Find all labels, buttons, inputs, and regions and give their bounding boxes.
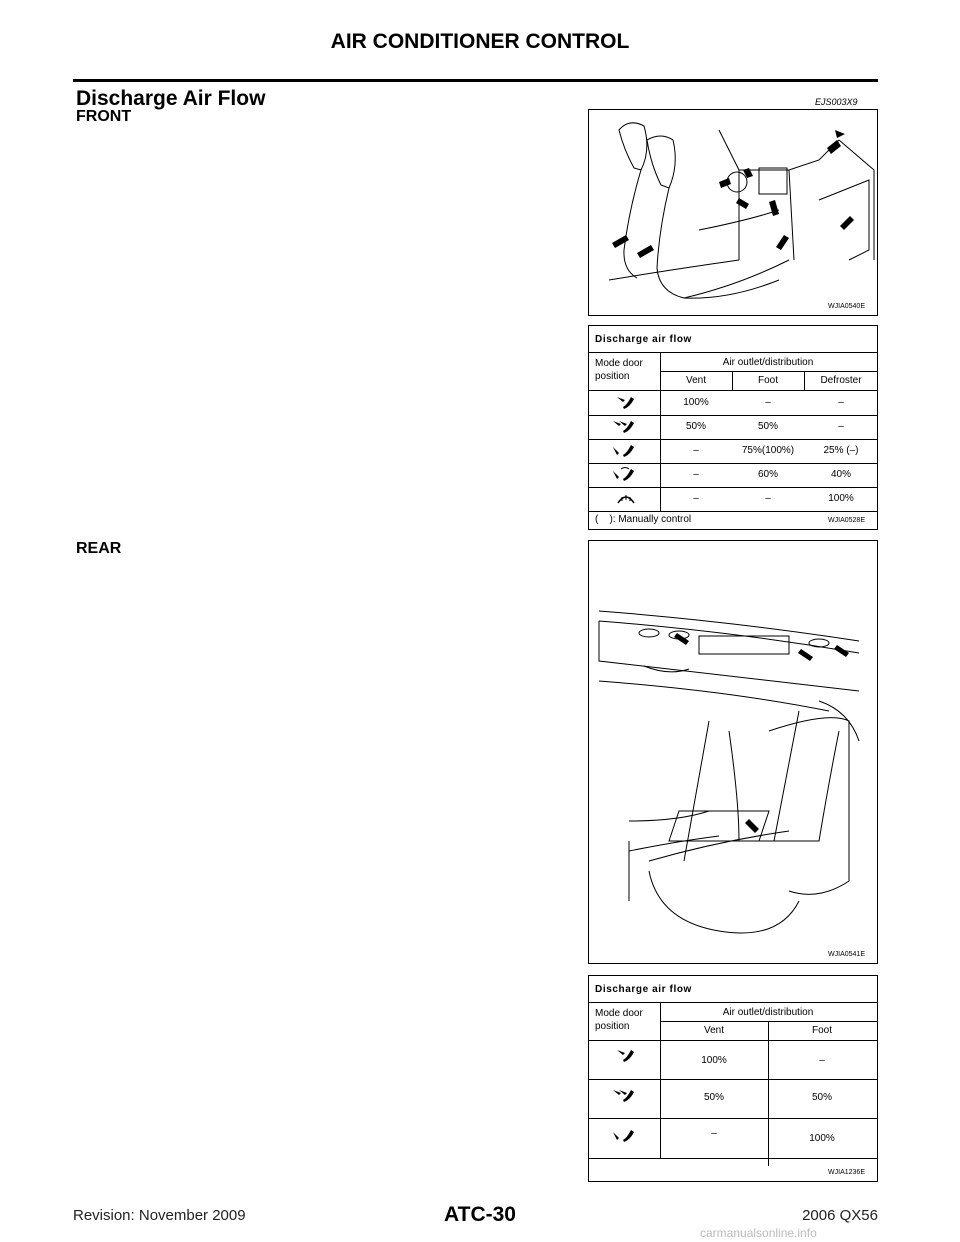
front-figure-code: WJIA0540E bbox=[828, 303, 865, 310]
rear-row1-foot: – bbox=[819, 1055, 825, 1066]
rear-row3-vent: – bbox=[711, 1128, 717, 1139]
front-row1-defroster: – bbox=[838, 397, 844, 408]
front-illustration bbox=[588, 109, 878, 316]
manual-control-footnote: ( ): Manually control bbox=[595, 514, 692, 525]
front-row2-vent: 50% bbox=[685, 421, 707, 432]
page-header: AIR CONDITIONER CONTROL bbox=[330, 30, 630, 53]
front-row3-vent: – bbox=[693, 445, 699, 456]
mode-door-header: Mode door position bbox=[595, 358, 643, 382]
footer-watermark: carmanualsonline.info bbox=[700, 1226, 817, 1240]
front-row3-foot: 75%(100%) bbox=[741, 445, 795, 456]
rear-illustration bbox=[588, 540, 878, 964]
outlet-distribution-header: Air outlet/distribution bbox=[722, 1007, 814, 1018]
front-cabin-drawing bbox=[589, 110, 877, 315]
front-row2-defroster: – bbox=[838, 421, 844, 432]
defrost-mode-icon bbox=[615, 489, 637, 507]
bi-level-mode-icon bbox=[611, 1086, 639, 1104]
rear-table-code: WJIA1236E bbox=[828, 1169, 865, 1176]
front-row2-foot: 50% bbox=[757, 421, 779, 432]
front-table-code: WJIA0528E bbox=[828, 517, 865, 524]
front-row4-foot: 60% bbox=[757, 469, 779, 480]
column-vent: Vent bbox=[703, 1025, 725, 1036]
foot-mode-icon bbox=[611, 441, 639, 459]
rear-label: REAR bbox=[76, 540, 122, 557]
rear-row2-vent: 50% bbox=[703, 1092, 725, 1103]
front-row4-defroster: 40% bbox=[830, 469, 852, 480]
front-row1-foot: – bbox=[765, 397, 771, 408]
rear-cabin-drawing bbox=[589, 541, 877, 963]
front-row5-defroster: 100% bbox=[828, 493, 854, 504]
front-label: FRONT bbox=[76, 108, 132, 125]
footer-page-number: ATC-30 bbox=[444, 1203, 516, 1226]
table-title: Discharge air flow bbox=[595, 984, 692, 995]
bi-level-mode-icon bbox=[611, 417, 639, 435]
table-title: Discharge air flow bbox=[595, 334, 692, 345]
footer-revision: Revision: November 2009 bbox=[73, 1207, 246, 1224]
column-foot: Foot bbox=[811, 1025, 833, 1036]
front-row1-vent: 100% bbox=[683, 397, 709, 408]
vent-mode-icon bbox=[613, 1046, 637, 1064]
foot-mode-icon bbox=[611, 1126, 639, 1144]
rear-row3-foot: 100% bbox=[809, 1133, 835, 1144]
rear-row1-vent: 100% bbox=[701, 1055, 727, 1066]
front-discharge-table bbox=[588, 325, 878, 530]
section-title: Discharge Air Flow bbox=[76, 87, 266, 110]
header-rule bbox=[73, 79, 878, 82]
rear-row2-foot: 50% bbox=[811, 1092, 833, 1103]
vent-mode-icon bbox=[613, 393, 637, 411]
section-code: EJS003X9 bbox=[815, 97, 858, 107]
rear-figure-code: WJIA0541E bbox=[828, 951, 865, 958]
front-row5-vent: – bbox=[693, 493, 699, 504]
front-row3-defroster: 25% (–) bbox=[823, 445, 859, 456]
foot-defrost-mode-icon bbox=[611, 465, 639, 483]
mode-door-header: Mode door position bbox=[595, 1008, 643, 1032]
outlet-distribution-header: Air outlet/distribution bbox=[722, 357, 814, 368]
column-foot: Foot bbox=[757, 375, 779, 386]
front-row4-vent: – bbox=[693, 469, 699, 480]
column-vent: Vent bbox=[685, 375, 707, 386]
front-row5-foot: – bbox=[765, 493, 771, 504]
footer-model: 2006 QX56 bbox=[802, 1207, 878, 1224]
rear-discharge-table bbox=[588, 975, 878, 1182]
column-defroster: Defroster bbox=[820, 375, 862, 386]
